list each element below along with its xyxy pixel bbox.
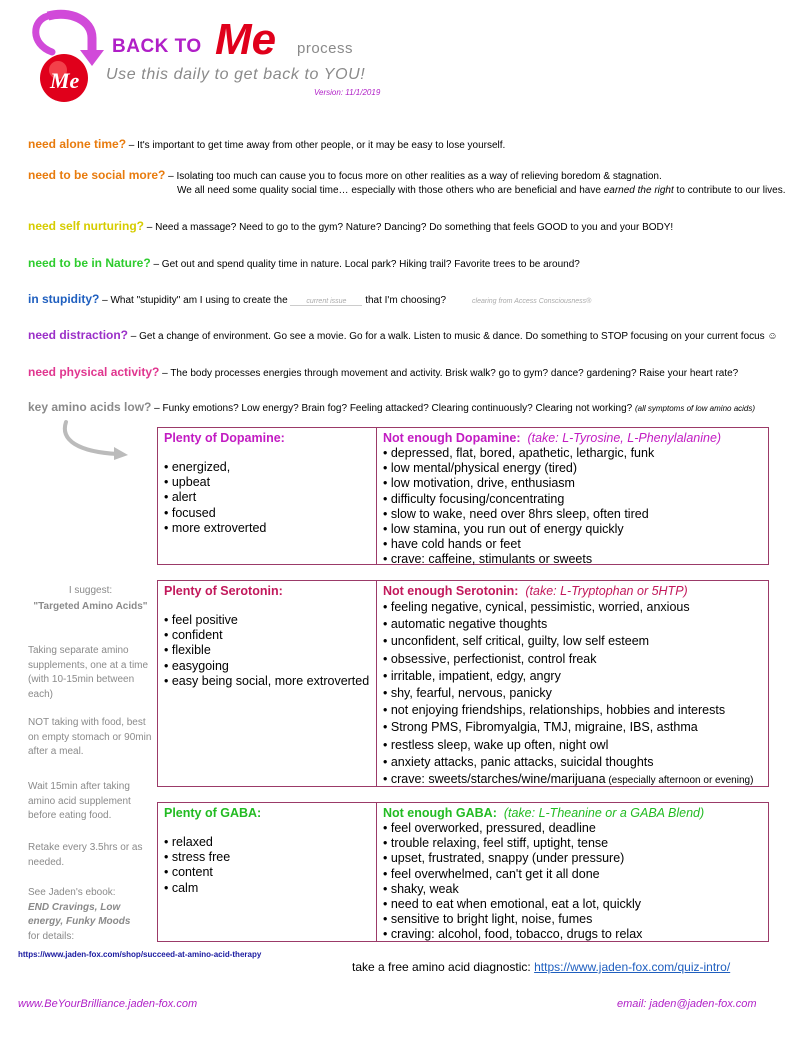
question-social-line2 — [177, 185, 786, 196]
list-item: • focused — [164, 506, 370, 521]
not-enough-title-text: Not enough Serotonin: — [383, 584, 519, 598]
list-item: • crave: caffeine, stimulants or sweets — [383, 552, 762, 567]
question-label: need to be social more? — [28, 168, 166, 182]
list-item: • shy, fearful, nervous, panicky — [383, 685, 762, 702]
list-item: • Strong PMS, Fibromyalgia, TMJ, migraine, IBS, asthma — [383, 719, 762, 736]
question-physical-activity — [28, 365, 738, 379]
list-item: • sensitive to bright light, noise, fumes — [383, 912, 762, 927]
curved-arrow-icon — [58, 418, 130, 460]
list-item: • difficulty focusing/concentrating — [383, 492, 762, 507]
question-amino-acids — [28, 400, 755, 414]
not-enough-title-text: Not enough GABA: — [383, 806, 497, 820]
list-item: • obsessive, perfectionist, control freak — [383, 651, 762, 668]
question-label: need self nurturing? — [28, 219, 145, 233]
question-text: – Get out and spend quality time in nature. Local park? Hiking trail? Favorite trees to be around? — [150, 259, 580, 270]
sidebar-paragraph: Retake every 3.5hrs or as needed. — [28, 842, 143, 868]
gaba-not-enough-title — [383, 805, 762, 821]
list-item: • shaky, weak — [383, 882, 762, 897]
list-item: • low motivation, drive, enthusiasm — [383, 476, 762, 491]
question-self-nurturing — [28, 219, 673, 233]
question-text: We all need some quality social time… especially with those others who are beneficial and have — [177, 185, 604, 196]
sidebar-ebook-details: for details: — [28, 930, 75, 942]
take-supplement-note: (take: L-Theanine or a GABA Blend) — [503, 806, 705, 820]
question-stupidity — [28, 292, 591, 306]
question-nature — [28, 256, 580, 270]
take-supplement-note: (take: L-Tyrosine, L-Phenylalanine) — [527, 431, 722, 445]
question-text: – It's important to get time away from other people, or it may be easy to lose yourself. — [126, 140, 506, 151]
title-back-to: BACK TO — [112, 36, 202, 57]
question-text-emphasis: earned the right — [603, 185, 674, 196]
list-item: • not enjoying friendships, relationships, hobbies and interests — [383, 702, 762, 719]
question-label: need distraction? — [28, 328, 129, 342]
list-item: • confident — [164, 628, 370, 643]
list-item: • anxiety attacks, panic attacks, suicidal thoughts — [383, 754, 762, 771]
question-text: – Isolating too much can cause you to focus more on other realities as a way of relieving boredom & stagnation. — [165, 171, 662, 182]
list-item: • unconfident, self critical, guilty, low self esteem — [383, 633, 762, 650]
list-item: • feel positive — [164, 613, 370, 628]
list-item: • upset, frustrated, snappy (under pressure) — [383, 851, 762, 866]
dopamine-not-enough-title — [383, 430, 762, 446]
back-to-me-logo — [30, 8, 110, 106]
list-item: • low stamina, you run out of energy quickly — [383, 522, 762, 537]
question-label: need to be in Nature? — [28, 256, 151, 270]
list-item: • alert — [164, 490, 370, 505]
version-label: Version: 11/1/2019 — [314, 88, 381, 97]
diagnostic-line — [352, 960, 730, 974]
question-text: to contribute to our lives. — [673, 185, 786, 196]
title-process: process — [297, 40, 354, 57]
list-item: • slow to wake, need over 8hrs sleep, often tired — [383, 507, 762, 522]
serotonin-not-enough-title — [383, 583, 762, 599]
blank-field: current issue — [290, 298, 362, 306]
sidebar-paragraph: Taking separate amino supplements, one at a time (with 10-15min between each) — [28, 645, 149, 700]
access-note: clearing from Access Consciousness® — [472, 298, 592, 305]
list-item: • upbeat — [164, 475, 370, 490]
question-label: key amino acids low? — [28, 400, 152, 414]
list-item: • depressed, flat, bored, apathetic, lethargic, funk — [383, 446, 762, 461]
dopamine-table — [157, 427, 769, 565]
sidebar-paragraph: Wait 15min after taking amino acid supplement before eating food. — [28, 781, 131, 821]
crave-text: crave: sweets/starches/wine/marijuana — [390, 772, 606, 787]
subtitle: Use this daily to get back to YOU! — [106, 66, 366, 83]
email-footer[interactable]: email: jaden@jaden-fox.com — [617, 998, 757, 1010]
take-supplement-note: (take: L-Tryptophan or 5HTP) — [525, 584, 688, 598]
list-item: • need to eat when emotional, eat a lot, quickly — [383, 897, 762, 912]
list-item: • low mental/physical energy (tired) — [383, 461, 762, 476]
question-text: that I'm choosing? — [362, 295, 447, 306]
list-item: • have cold hands or feet — [383, 537, 762, 552]
question-social — [28, 168, 662, 182]
list-item: • relaxed — [164, 835, 370, 850]
serotonin-plenty-title: Plenty of Serotonin: — [164, 584, 283, 598]
sidebar-suggest: I suggest: — [68, 585, 113, 596]
question-note: (all symptoms of low amino acids) — [635, 404, 756, 413]
list-item: • more extroverted — [164, 521, 370, 536]
dopamine-plenty-title: Plenty of Dopamine: — [164, 431, 285, 445]
list-item: • flexible — [164, 643, 370, 658]
sidebar-targeted: "Targeted Amino Acids" — [33, 601, 148, 612]
serotonin-not-enough-column — [377, 581, 768, 791]
ebook-link[interactable]: https://www.jaden-fox.com/shop/succeed-at-amino-acid-therapy — [18, 950, 262, 959]
sidebar-ebook — [28, 886, 153, 944]
question-text: – What "stupidity" am I using to create the — [99, 295, 291, 306]
question-label: in stupidity? — [28, 292, 100, 306]
list-item: • stress free — [164, 850, 370, 865]
question-text: – The body processes energies through movement and activity. Brisk walk? go to gym? dance? gardening? Raise your heart rate? — [159, 368, 739, 379]
gaba-plenty-title: Plenty of GABA: — [164, 806, 262, 820]
not-enough-title-text: Not enough Dopamine: — [383, 431, 521, 445]
title-me: Me — [215, 15, 277, 64]
list-item: • easy being social, more extroverted — [164, 674, 370, 689]
list-item: • restless sleep, wake up often, night owl — [383, 737, 762, 754]
sidebar-paragraph: NOT taking with food, best on empty stomach or 90min after a meal. — [28, 717, 152, 757]
list-item: • feel overworked, pressured, deadline — [383, 821, 762, 836]
diagnostic-text: take a free amino acid diagnostic: — [352, 960, 535, 974]
list-item: • trouble relaxing, feel stiff, uptight, tense — [383, 836, 762, 851]
list-item: • easygoing — [164, 659, 370, 674]
list-item: • feeling negative, cynical, pessimistic, worried, anxious — [383, 599, 762, 616]
list-item: • calm — [164, 881, 370, 896]
question-alone-time — [28, 137, 505, 151]
quiz-link[interactable]: https://www.jaden-fox.com/quiz-intro/ — [534, 960, 731, 974]
question-distraction — [28, 328, 778, 342]
sidebar-ebook-title: END Cravings, Low energy, Funky Moods — [28, 901, 131, 927]
gaba-not-enough-column — [377, 803, 768, 945]
serotonin-plenty-column — [158, 581, 377, 786]
list-item: • energized, — [164, 460, 370, 475]
list-item: • automatic negative thoughts — [383, 616, 762, 633]
sidebar-ebook-intro: See Jaden's ebook: — [28, 887, 116, 898]
question-label: need alone time? — [28, 137, 127, 151]
list-item: • feel overwhelmed, can't get it all done — [383, 867, 762, 882]
list-item — [383, 771, 762, 789]
website-footer[interactable]: www.BeYourBrilliance.jaden-fox.com — [18, 998, 198, 1010]
gaba-plenty-column — [158, 803, 377, 941]
list-item: • craving: alcohol, food, tobacco, drugs to relax — [383, 927, 762, 942]
question-text: – Need a massage? Need to go to the gym? Nature? Dancing? Do something that feels GOOD to you and your BODY! — [144, 222, 674, 233]
serotonin-table — [157, 580, 769, 787]
question-text: – Funky emotions? Low energy? Brain fog? Feeling attacked? Clearing continuously? Clearing not working? — [151, 403, 635, 414]
question-text: – Get a change of environment. Go see a movie. Go for a walk. Listen to music & dance. Do something to STOP focusing on your current focus ☺ — [128, 331, 778, 342]
list-item: • content — [164, 865, 370, 880]
list-item: • irritable, impatient, edgy, angry — [383, 668, 762, 685]
gaba-table — [157, 802, 769, 942]
svg-text:Me: Me — [50, 68, 80, 93]
dopamine-not-enough-column — [377, 428, 768, 570]
dopamine-plenty-column — [158, 428, 377, 564]
question-label: need physical activity? — [28, 365, 160, 379]
crave-note: (especially afternoon or evening) — [605, 775, 754, 787]
